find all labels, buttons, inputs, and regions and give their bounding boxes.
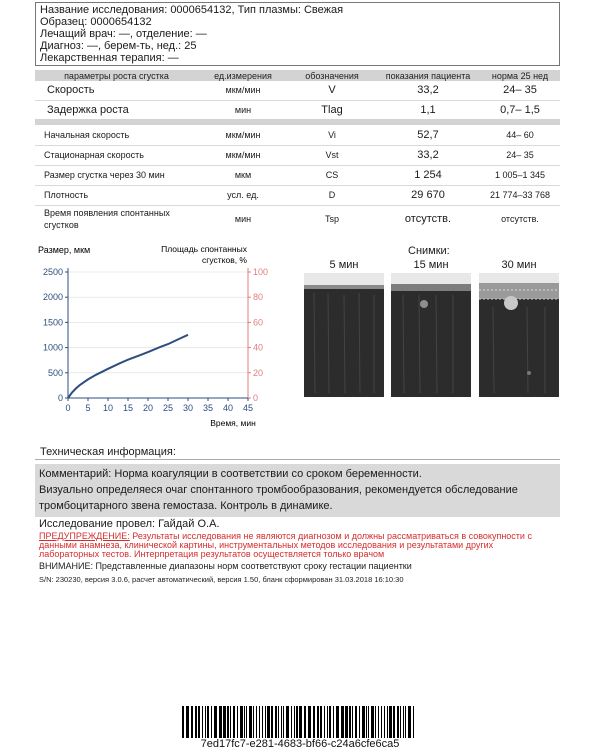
barcode-bar <box>246 706 247 738</box>
y2-tick-label: 60 <box>253 317 264 328</box>
col-code: обозначения <box>288 70 376 81</box>
y-tick-label: 1000 <box>42 342 63 353</box>
barcode-bar <box>375 706 376 738</box>
snapshot-label-30: 30 мин <box>501 259 537 271</box>
barcode-bar <box>313 706 315 738</box>
snapshots-title: Снимки: <box>408 245 450 257</box>
barcode-bar <box>359 706 360 738</box>
barcode-bar <box>403 706 404 738</box>
barcode-bar <box>320 706 322 738</box>
barcode-bar <box>191 706 193 738</box>
barcode-bar <box>397 706 399 738</box>
y2-tick-label: 100 <box>253 267 269 277</box>
col-unit: ед.измерения <box>198 70 288 81</box>
barcode-bar <box>294 706 295 738</box>
col-norm: норма 25 нед <box>480 70 560 81</box>
row-value: 1 254 <box>376 165 480 185</box>
barcode-bar <box>299 706 302 738</box>
barcode-bar <box>281 706 282 738</box>
y-tick-label: 2000 <box>42 292 63 303</box>
barcode-bar <box>291 706 292 738</box>
table-row <box>35 185 560 205</box>
y-tick-label: 2500 <box>42 267 63 277</box>
x-tick-label: 20 <box>142 403 154 413</box>
barcode-bar <box>355 706 357 738</box>
y2-axis-title-line1: Площадь спонтанных <box>161 244 247 254</box>
x-tick-label: 5 <box>85 403 91 413</box>
x-tick-label: 0 <box>65 403 71 413</box>
col-param: параметры роста сгустка <box>35 70 198 81</box>
col-value: показания пациента <box>376 70 480 81</box>
row-unit: мкм/мин <box>198 81 288 100</box>
barcode-bar <box>366 706 367 738</box>
y2-axis-title-line2: сгустков, % <box>202 255 247 265</box>
technical-info: Техническая информация: <box>35 446 560 460</box>
barcode-bar <box>389 706 392 738</box>
row-code: Vi <box>288 125 376 145</box>
barcode-bar <box>233 706 235 738</box>
row-unit: мкм/мин <box>198 125 288 145</box>
barcode-bar <box>324 706 325 738</box>
x-tick-label: 45 <box>242 403 254 413</box>
barcode-bar <box>362 706 365 738</box>
barcode-bar <box>271 706 273 738</box>
row-norm: отсутств. <box>501 214 539 225</box>
snapshot-label-5: 5 мин <box>329 259 359 271</box>
barcode-bar <box>283 706 284 738</box>
x-tick-label: 40 <box>222 403 234 413</box>
doctor: Лечащий врач: —, отделение: — <box>40 28 207 40</box>
barcode-bar <box>413 706 414 738</box>
barcode-bar <box>384 706 385 738</box>
row-value: 29 670 <box>376 185 480 205</box>
table-row <box>35 165 560 185</box>
row-code: Tsp <box>324 214 339 225</box>
norms-note: ВНИМАНИЕ: Представленные диапазоны норм соответствуют сроку гестации пациентки <box>39 561 412 571</box>
barcode-bar <box>329 706 331 738</box>
parameters-table <box>35 70 560 233</box>
sample-id: Образец: 0000654132 <box>40 16 152 28</box>
x-tick-label: 10 <box>102 403 114 413</box>
row-unit: мин <box>234 104 252 115</box>
barcode-bar <box>214 706 217 738</box>
diagnosis: Диагноз: —, берем-ть, нед.: 25 <box>40 40 197 52</box>
barcode-bar <box>198 706 200 738</box>
barcode-bar <box>253 706 254 738</box>
x-tick-label: 35 <box>202 403 214 413</box>
barcode-bar <box>296 706 298 738</box>
y2-tick-label: 0 <box>253 393 259 403</box>
barcode-text: 7ed17fc7-e281-4683-bf66-c24a6cfe6ca5 <box>200 738 400 750</box>
barcode-bar <box>256 706 257 738</box>
y2-tick-label: 20 <box>253 367 264 378</box>
table-header-row <box>35 70 560 81</box>
row-unit: мин <box>234 214 252 225</box>
barcode-bar <box>336 706 339 738</box>
row-code: Vst <box>288 145 376 165</box>
table-row <box>35 145 560 165</box>
table-row <box>35 100 560 119</box>
barcode-bar <box>378 706 379 738</box>
row-norm: 44– 60 <box>480 125 560 145</box>
warning-text-2: данными анамнеза, клинической картины, инструментальных методов исследования и результатами других <box>39 540 494 550</box>
row-value: 33,2 <box>376 145 480 165</box>
snapshot-label-15: 15 мин <box>413 259 449 271</box>
serial-info: S/N: 230230, версия 3.0.6, расчет автоматический, версия 1.50, бланк сформирован 31.03.2018 16:10:30 <box>39 575 404 584</box>
barcode-bar <box>393 706 395 738</box>
barcode-bar <box>308 706 311 738</box>
barcode-bar <box>240 706 243 738</box>
barcode-bar <box>237 706 238 738</box>
barcode-bar <box>333 706 334 738</box>
row-unit: мкм/мин <box>198 145 288 165</box>
barcode-bar <box>345 706 348 738</box>
row-norm: 21 774–33 768 <box>480 185 560 205</box>
row-name: Плотность <box>35 185 198 205</box>
table-row <box>35 205 560 233</box>
y-tick-label: 500 <box>47 367 63 378</box>
comment-line-1: Комментарий: Норма коагуляции в соответствии со сроком беременности. <box>39 468 422 480</box>
y-tick-label: 0 <box>57 393 63 403</box>
snapshot-5-min <box>304 273 384 397</box>
comment-box <box>35 464 560 517</box>
barcode-bar <box>278 706 279 738</box>
executor: Исследование провел: Гайдай О.А. <box>39 518 220 530</box>
comment-line-2: Визуально определяеся очаг спонтанного тромбообразования, рекомендуется обследование <box>39 484 518 496</box>
barcode-bar <box>262 706 263 738</box>
clot-growth-chart <box>35 240 275 435</box>
therapy: Лекарственная терапия: — <box>40 52 179 64</box>
warning-text-1: Результаты исследования не являются диагнозом и должны рассматриваться в совокупности с <box>129 531 532 541</box>
row-code: D <box>288 185 376 205</box>
barcode-bar <box>275 706 277 738</box>
row-norm: 24– 35 <box>480 145 560 165</box>
row-value: отсутств. <box>404 213 452 226</box>
report-header <box>35 2 560 66</box>
y-axis-title: Размер, мкм <box>38 245 91 255</box>
barcode-bar <box>182 706 184 738</box>
barcode-bar <box>186 706 189 738</box>
barcode-bar <box>327 706 328 738</box>
row-unit: усл. ед. <box>198 185 288 205</box>
row-name: Размер сгустка через 30 мин <box>35 165 198 185</box>
row-norm: 0,7– 1,5 <box>500 103 540 116</box>
row-value: 1,1 <box>420 103 436 116</box>
table-row <box>35 81 560 100</box>
y-tick-label: 1500 <box>42 317 63 328</box>
barcode-bar <box>202 706 203 738</box>
row-code: V <box>288 81 376 100</box>
row-name: Стационарная скорость <box>35 145 198 165</box>
table-row <box>35 125 560 145</box>
comment-line-3: тромбоцитарного звена гемостаза. Контроль в динамике. <box>39 500 333 512</box>
row-value: 33,2 <box>376 81 480 100</box>
barcode-bar <box>265 706 266 738</box>
barcode-bar <box>317 706 319 738</box>
barcode-bar <box>341 706 344 738</box>
study-name: Название исследования: 0000654132, Тип плазмы: Свежая <box>40 4 344 16</box>
row-name: Начальная скорость <box>35 125 198 145</box>
barcode-bar <box>304 706 306 738</box>
row-value: 52,7 <box>376 125 480 145</box>
x-tick-label: 15 <box>122 403 134 413</box>
barcode-bar <box>211 706 212 738</box>
barcode-bar <box>227 706 229 738</box>
barcode-bar <box>371 706 374 738</box>
barcode-bar <box>368 706 369 738</box>
row-unit: мкм <box>198 165 288 185</box>
barcode-bar <box>387 706 388 738</box>
barcode-bar <box>405 706 406 738</box>
row-code: CS <box>288 165 376 185</box>
row-norm: 24– 35 <box>480 81 560 100</box>
barcode-bar <box>219 706 222 738</box>
snapshot-15-min <box>391 273 471 397</box>
x-tick-label: 25 <box>162 403 174 413</box>
barcode-bar <box>381 706 382 738</box>
barcode-bar <box>259 706 260 738</box>
series-line-size <box>68 335 188 398</box>
barcode-bar <box>223 706 226 738</box>
barcode-bar <box>249 706 252 738</box>
y2-tick-label: 80 <box>253 292 264 303</box>
row-name: Время появления спонтанных сгустков <box>44 208 170 231</box>
warning-text-3: лабораторных тестов. Интерпретация результатов осуществляется только врачом <box>39 549 385 559</box>
barcode-bar <box>400 706 401 738</box>
row-name: Скорость <box>35 81 198 100</box>
x-tick-label: 30 <box>182 403 194 413</box>
warning-block <box>39 532 559 559</box>
x-axis-title: Время, мин <box>210 418 256 428</box>
barcode-bar <box>244 706 245 738</box>
barcode-bar <box>349 706 351 738</box>
barcode-bar <box>207 706 209 738</box>
barcode-bar <box>205 706 206 738</box>
row-norm: 1 005–1 345 <box>480 165 560 185</box>
barcode-bar <box>267 706 270 738</box>
barcode-bar <box>352 706 353 738</box>
barcode-bar <box>230 706 231 738</box>
barcode-bar <box>286 706 289 738</box>
warning-label: ПРЕДУПРЕЖДЕНИЕ: <box>39 531 130 541</box>
barcode-bar <box>408 706 411 738</box>
barcode-bar <box>195 706 197 738</box>
y2-tick-label: 40 <box>253 342 264 353</box>
row-name: Задержка роста <box>47 103 129 116</box>
snapshot-30-min <box>479 273 559 397</box>
row-code: Tlag <box>321 103 343 116</box>
barcode <box>182 706 416 738</box>
